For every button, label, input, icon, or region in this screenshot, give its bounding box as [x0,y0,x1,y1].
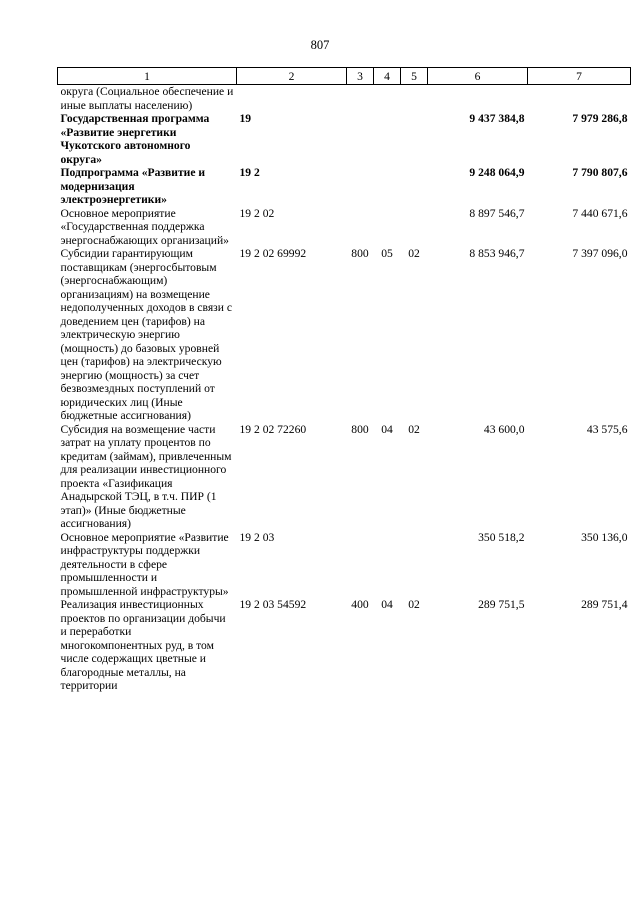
row-sum-2-cell: 350 136,0 [581,530,628,544]
row-vr-cell [347,85,374,113]
header-cell-2: 2 [237,68,347,85]
row-name-cell: Основное мероприятие «Развитие инфраструктуры поддержки деятельности в сфере промышленности и промышленной инфраструктуры» [60,530,229,598]
row-code-cell: 19 [239,112,252,125]
row-pr-cell: 02 [408,598,420,611]
row-name-cell: Подпрограмма «Развитие и модернизация электроэнергетики» [60,166,206,206]
row-sum-1-cell: 9 248 064,9 [469,166,525,179]
row-pr-cell [401,85,428,113]
row-code-cell: 19 2 [239,166,260,179]
row-name-cell: Государственная программа «Развитие энергетики Чукотского автономного округа» [60,112,210,166]
row-name-cell: Субсидия на возмещение части затрат на уплату процентов по кредитам (займам), привлеченным для реализации инвестиционного проекта «Газификация Анадырской ТЭЦ, в т.ч. ПИР (1 этап)» (Иные бюджетные ассигнования) [60,422,232,530]
row-code-cell [237,85,347,113]
table-row [58,112,631,166]
row-sum-2-cell: 7 440 671,6 [572,206,628,220]
header-cell-5: 5 [401,68,428,85]
row-pr-cell [401,207,428,248]
row-rz-cell: 04 [381,422,393,436]
row-vr-cell: 800 [351,422,369,436]
row-rz-cell: 05 [381,247,393,260]
row-vr-cell [347,166,374,207]
row-name-cell: Субсидии гарантирующим поставщикам (энергосбытовым (энергоснабжающим) организациям) на возмещение недополученных доходов в связи с доведением цен (тарифов) на электрическую энергию (мощность) до базовых уровней цен (тарифов) на электрическую энергию (мощность) за счет безвозмездных поступлений от юридических лиц (Иные бюджетные ассигнования) [60,247,232,422]
row-sum-1-cell: 350 518,2 [478,530,525,544]
row-vr-cell: 800 [351,247,369,260]
row-sum-2-cell: 7 979 286,8 [572,112,628,125]
table-row [58,531,631,599]
row-name-cell: Основное мероприятие «Государственная поддержка энергоснабжающих организаций» [60,206,229,247]
header-cell-6: 6 [428,68,528,85]
row-sum-2-cell [528,85,631,113]
row-name-cell: Реализация инвестиционных проектов по организации добычи и переработки многокомпонентных руд, в том числе содержащих цветные и благородные металлы, на территории [60,598,226,692]
row-rz-cell [374,531,401,599]
table-row [58,166,631,207]
row-sum-1-cell [428,85,528,113]
row-sum-1-cell: 8 897 546,7 [469,206,525,220]
row-code-cell: 19 2 02 [239,206,275,220]
row-vr-cell [347,531,374,599]
table-row [58,598,631,693]
header-row [58,68,631,85]
table-row [58,85,631,113]
row-pr-cell: 02 [408,247,420,260]
row-vr-cell: 400 [351,598,369,611]
row-vr-cell [347,207,374,248]
row-rz-cell [374,166,401,207]
row-sum-2-cell: 7 397 096,0 [572,247,628,260]
table-body [58,85,631,693]
row-pr-cell: 02 [408,422,420,436]
row-sum-1-cell: 9 437 384,8 [469,112,525,125]
row-sum-2-cell: 43 575,6 [586,422,628,436]
row-vr-cell [347,112,374,166]
row-rz-cell [374,85,401,113]
header-cell-3: 3 [347,68,374,85]
row-pr-cell [401,112,428,166]
row-sum-1-cell: 289 751,5 [478,598,525,611]
row-sum-1-cell: 43 600,0 [483,422,525,436]
row-name-cell: округа (Социальное обеспечение и иные выплаты населению) [60,85,234,112]
header-cell-4: 4 [374,68,401,85]
table-row [58,423,631,531]
header-cell-7: 7 [528,68,631,85]
table-row [58,207,631,248]
row-code-cell: 19 2 02 69992 [239,247,307,260]
budget-table [57,67,631,693]
row-sum-2-cell: 289 751,4 [581,598,628,611]
row-rz-cell [374,207,401,248]
header-cell-1: 1 [58,68,237,85]
row-code-cell: 19 2 03 [239,530,275,544]
page-number: 807 [310,38,330,52]
row-sum-2-cell: 7 790 807,6 [572,166,628,179]
row-sum-1-cell: 8 853 946,7 [469,247,525,260]
table-row [58,247,631,423]
row-pr-cell [401,166,428,207]
row-pr-cell [401,531,428,599]
row-rz-cell [374,112,401,166]
row-rz-cell: 04 [381,598,393,611]
row-code-cell: 19 2 02 72260 [239,422,307,436]
row-code-cell: 19 2 03 54592 [239,598,307,611]
